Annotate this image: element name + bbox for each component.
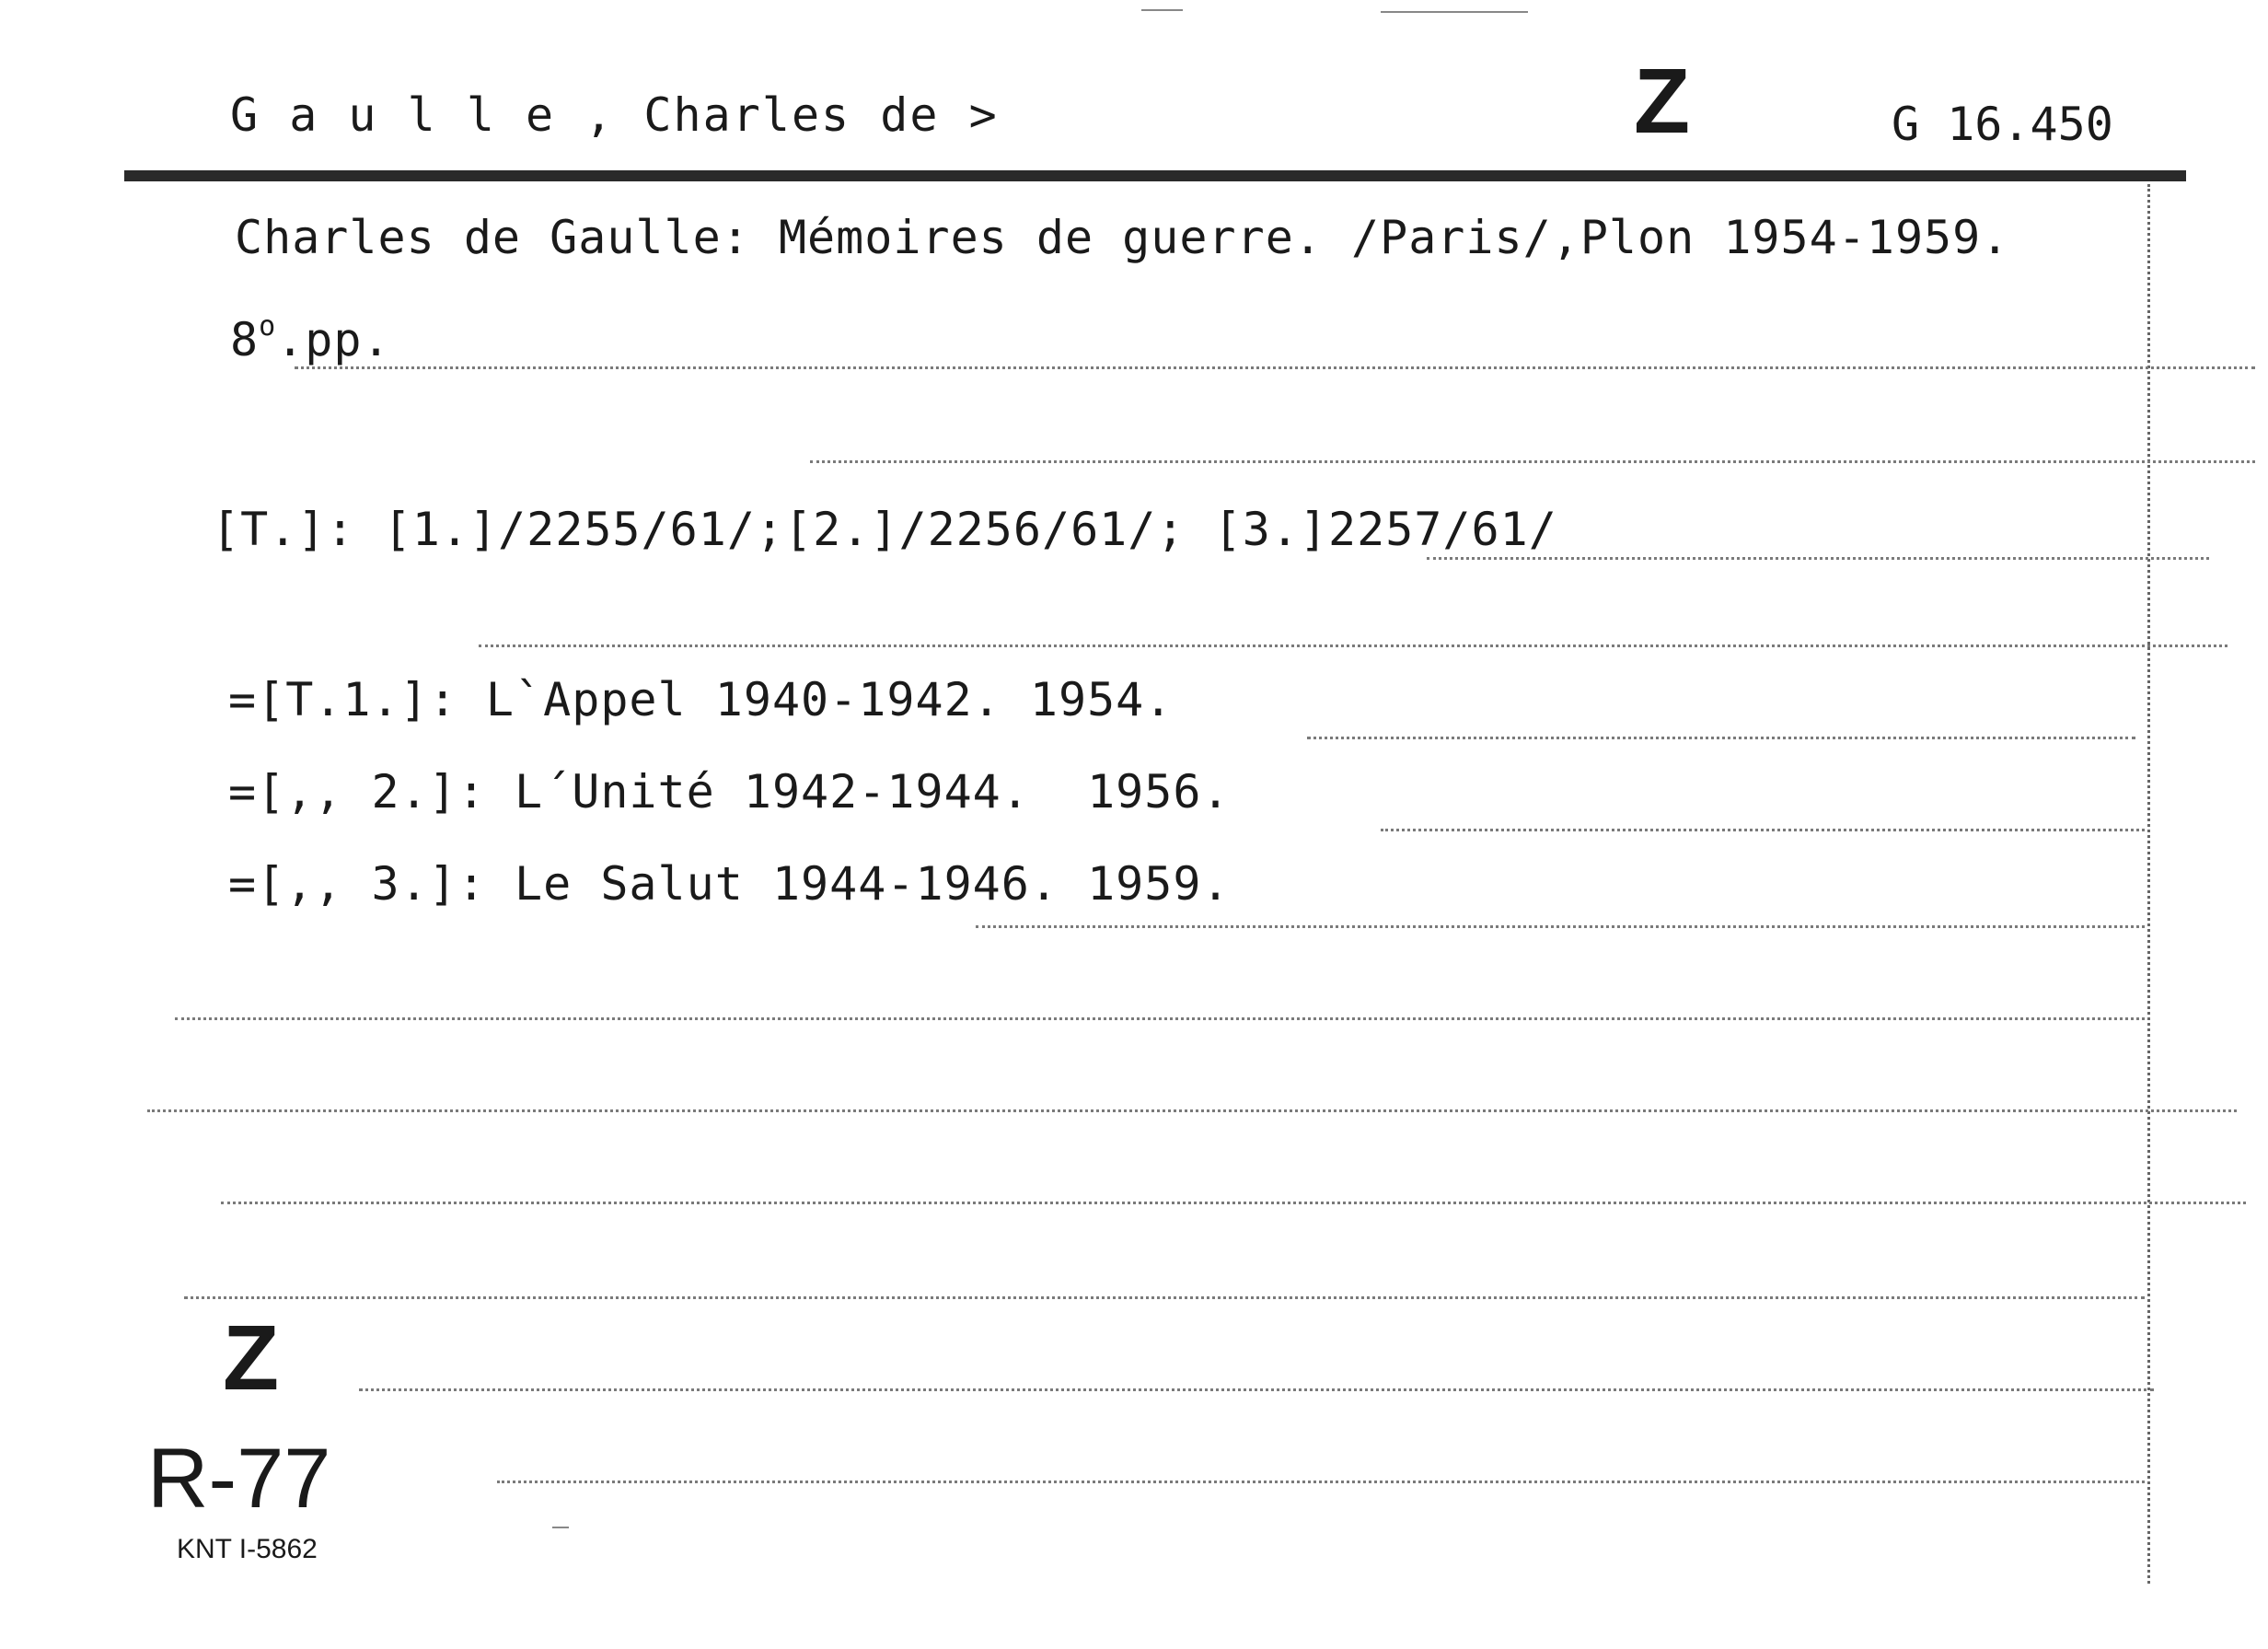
ruling-line xyxy=(295,366,2255,369)
ruling-line xyxy=(479,645,2228,647)
volume-entry-2: =[,, 2.]: L´Unité 1942-1944. 1956. xyxy=(228,765,1231,819)
ruling-line xyxy=(1307,737,2135,739)
format-statement xyxy=(230,310,391,366)
heading-name: G a u l l e , Charles de > xyxy=(230,88,999,142)
format-prefix: 8 xyxy=(230,313,260,366)
inventory-number: KNT I-5862 xyxy=(177,1534,318,1564)
volume-entry-3: =[,, 3.]: Le Salut 1944-1946. 1959. xyxy=(228,857,1231,911)
right-margin-rule xyxy=(2147,184,2150,1584)
ruling-line xyxy=(147,1109,2237,1112)
stamp-z-bottom: Z xyxy=(223,1306,280,1410)
stamp-z-top: Z xyxy=(1634,50,1691,153)
ruling-line xyxy=(359,1388,2154,1391)
volume-entry-1: =[T.1.]: L`Appel 1940-1942. 1954. xyxy=(228,673,1174,726)
ruling-line xyxy=(810,460,2255,463)
format-sup: o xyxy=(259,310,277,343)
ruling-line xyxy=(1381,829,2145,831)
format-suffix: .pp. xyxy=(276,313,391,366)
edge-mark xyxy=(1141,9,1183,11)
edge-mark xyxy=(1381,11,1528,13)
ruling-line xyxy=(175,1017,2145,1020)
ruling-line xyxy=(184,1296,2145,1299)
ruling-line xyxy=(221,1202,2246,1204)
heading-rule xyxy=(124,170,2186,181)
shelf-mark: R-77 xyxy=(147,1432,331,1526)
title-statement: Charles de Gaulle: Mémoires de guerre. /Paris/,Plon 1954-1959. xyxy=(235,211,2010,264)
volumes-accession-line: [T.]: [1.]/2255/61/;[2.]/2256/61/; [3.]2257/61/ xyxy=(212,503,1557,556)
edge-mark xyxy=(552,1527,569,1528)
call-number: G 16.450 xyxy=(1892,98,2113,151)
ruling-line xyxy=(1427,557,2209,560)
ruling-line xyxy=(976,925,2145,928)
ruling-line xyxy=(497,1481,2145,1483)
